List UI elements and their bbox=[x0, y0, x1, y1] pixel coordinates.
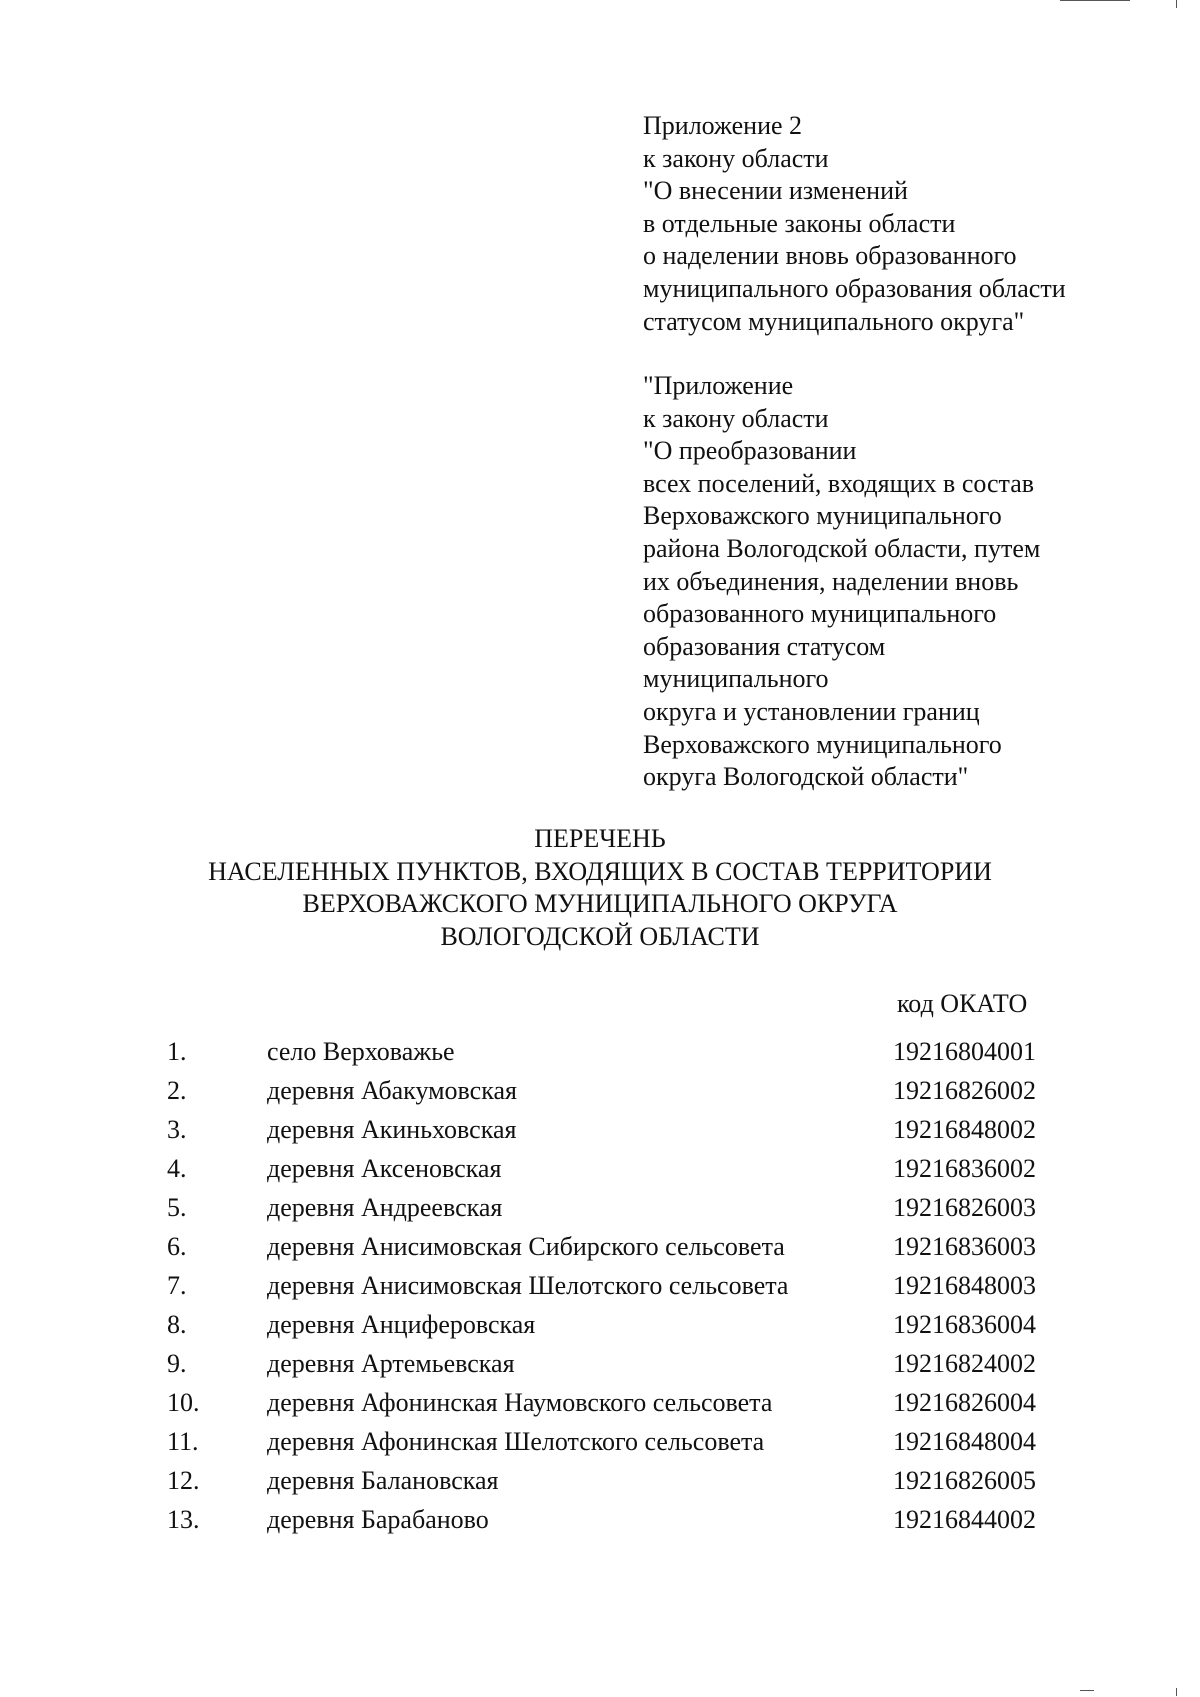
row-number: 6. bbox=[167, 1232, 187, 1261]
row-number: 7. bbox=[167, 1271, 187, 1300]
table-row bbox=[0, 1426, 1200, 1465]
row-number: 5. bbox=[167, 1193, 187, 1222]
appendix-quoted-line: образованного муниципального bbox=[643, 599, 997, 629]
list-title-line: ВЕРХОВАЖСКОГО МУНИЦИПАЛЬНОГО ОКРУГА bbox=[302, 889, 898, 918]
settlement-name: деревня Афонинская Наумовского сельсовета bbox=[267, 1388, 773, 1417]
row-number: 12. bbox=[167, 1466, 200, 1495]
table-row bbox=[0, 1153, 1200, 1192]
table-row bbox=[0, 1309, 1200, 1348]
settlement-name: деревня Анисимовская Сибирского сельсовета bbox=[267, 1232, 785, 1261]
appendix-quoted-line: их объединения, наделении вновь bbox=[643, 566, 1019, 596]
settlement-table bbox=[0, 1036, 1200, 1543]
okato-code: 19216824002 bbox=[893, 1349, 1036, 1378]
table-row bbox=[0, 1465, 1200, 1504]
scan-artifact-top-right bbox=[1176, 0, 1177, 8]
okato-code: 19216836003 bbox=[893, 1232, 1036, 1261]
settlement-name: село Верховажье bbox=[267, 1037, 455, 1066]
appendix-quoted-line: округа и установлении границ bbox=[643, 696, 980, 726]
appendix-header-block bbox=[643, 110, 1163, 338]
table-row bbox=[0, 1036, 1200, 1075]
okato-code: 19216826003 bbox=[893, 1193, 1036, 1222]
appendix-quoted-line: образования статусом bbox=[643, 631, 886, 661]
okato-code: 19216848003 bbox=[893, 1271, 1036, 1300]
okato-code: 19216826002 bbox=[893, 1076, 1036, 1105]
okato-code: 19216848004 bbox=[893, 1427, 1036, 1456]
appendix-header-line: в отдельные законы области bbox=[643, 208, 956, 238]
list-title bbox=[0, 823, 1200, 953]
list-title-line: НАСЕЛЕННЫХ ПУНКТОВ, ВХОДЯЩИХ В СОСТАВ ТЕРРИТОРИИ bbox=[208, 856, 992, 886]
table-row bbox=[0, 1270, 1200, 1309]
list-title-line: ВОЛОГОДСКОЙ ОБЛАСТИ bbox=[440, 921, 760, 951]
table-row bbox=[0, 1114, 1200, 1153]
scan-artifact-top bbox=[1060, 0, 1130, 1]
appendix-quoted-line: округа Вологодской области" bbox=[643, 762, 969, 792]
scan-artifact-bottom bbox=[1080, 1690, 1094, 1691]
settlement-name: деревня Андреевская bbox=[267, 1193, 503, 1222]
appendix-quoted-line: района Вологодской области, путем bbox=[643, 533, 1041, 563]
table-row bbox=[0, 1504, 1200, 1543]
okato-code: 19216844002 bbox=[893, 1505, 1036, 1534]
appendix-header-line: о наделении вновь образованного bbox=[643, 241, 1017, 271]
row-number: 11. bbox=[167, 1427, 199, 1456]
appendix-quoted-line: муниципального bbox=[643, 664, 829, 694]
row-number: 3. bbox=[167, 1115, 187, 1144]
settlement-name: деревня Абакумовская bbox=[267, 1076, 517, 1105]
okato-code: 19216804001 bbox=[893, 1037, 1036, 1066]
okato-code: 19216836002 bbox=[893, 1154, 1036, 1183]
settlement-name: деревня Балановская bbox=[267, 1466, 499, 1495]
row-number: 8. bbox=[167, 1310, 187, 1339]
okato-code: 19216848002 bbox=[893, 1115, 1036, 1144]
okato-column-header: код ОКАТО bbox=[897, 989, 1028, 1018]
table-row bbox=[0, 1387, 1200, 1426]
appendix-quoted-line: "Приложение bbox=[643, 371, 794, 400]
okato-code: 19216836004 bbox=[893, 1310, 1036, 1339]
row-number: 13. bbox=[167, 1505, 200, 1534]
row-number: 1. bbox=[167, 1037, 187, 1066]
table-row bbox=[0, 1192, 1200, 1231]
row-number: 4. bbox=[167, 1154, 187, 1183]
appendix-header-line: Приложение 2 bbox=[643, 111, 803, 140]
appendix-header-line: к закону области bbox=[643, 143, 829, 173]
row-number: 2. bbox=[167, 1076, 187, 1105]
settlement-name: деревня Барабаново bbox=[267, 1505, 489, 1534]
settlement-name: деревня Артемьевская bbox=[267, 1349, 515, 1378]
settlement-name: деревня Аксеновская bbox=[267, 1154, 502, 1183]
table-row bbox=[0, 1348, 1200, 1387]
settlement-name: деревня Афонинская Шелотского сельсовета bbox=[267, 1427, 765, 1456]
appendix-quoted-line: Верховажского муниципального bbox=[643, 501, 1002, 531]
appendix-quoted-line: к закону области bbox=[643, 403, 829, 433]
scan-artifact-bottom-right bbox=[1176, 1688, 1177, 1696]
settlement-name: деревня Анисимовская Шелотского сельсовета bbox=[267, 1271, 789, 1300]
appendix-header-line: муниципального образования области bbox=[643, 273, 1066, 303]
table-row bbox=[0, 1075, 1200, 1114]
settlement-name: деревня Акиньховская bbox=[267, 1115, 517, 1144]
appendix-quoted-line: Верховажского муниципального bbox=[643, 729, 1002, 759]
okato-code: 19216826005 bbox=[893, 1466, 1036, 1495]
table-row bbox=[0, 1231, 1200, 1270]
appendix-quoted-line: всех поселений, входящих в состав bbox=[643, 468, 1035, 498]
list-title-line: ПЕРЕЧЕНЬ bbox=[534, 824, 666, 853]
appendix-header-line: статусом муниципального округа" bbox=[643, 306, 1025, 336]
appendix-quoted-block bbox=[643, 370, 1163, 794]
appendix-header-line: "О внесении изменений bbox=[643, 176, 908, 206]
row-number: 10. bbox=[167, 1388, 200, 1417]
appendix-quoted-line: "О преобразовании bbox=[643, 436, 857, 466]
settlement-name: деревня Анциферовская bbox=[267, 1310, 536, 1339]
row-number: 9. bbox=[167, 1349, 187, 1378]
okato-code: 19216826004 bbox=[893, 1388, 1036, 1417]
